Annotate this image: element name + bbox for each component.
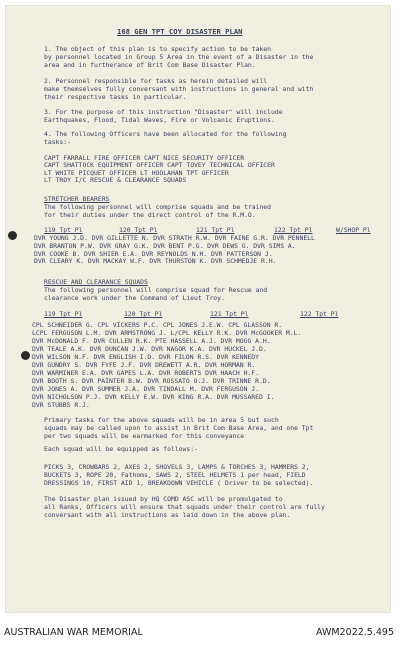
paragraph-line: all Ranks, Officers will ensure that squads under their control are fully bbox=[44, 503, 325, 512]
personnel-row: DVR COOKE B. DVR SHIER E.A. DVR REYNOLDS N.H. DVR PATTERSON J. bbox=[34, 249, 273, 258]
officer-row: CAPT FARRALL FIRE OFFICER CAPT NICE SECURITY OFFICER bbox=[44, 154, 245, 162]
paragraph-line: make themselves fully conversant with instructions in general and with bbox=[44, 85, 314, 94]
paragraph-line: 4. The following Officers have been allocated for the following bbox=[44, 130, 287, 138]
column-header: 119 Tpt Pl bbox=[44, 226, 83, 234]
paragraph-line: clearance work under the Command of Lieut Troy. bbox=[44, 293, 225, 302]
punch-hole-bottom bbox=[21, 351, 30, 360]
paragraph-line: 2. Personnel responsible for tasks as herein detailed will bbox=[44, 77, 268, 85]
source-credit: AUSTRALIAN WAR MEMORIAL bbox=[4, 627, 143, 638]
column-header: 119 Tpt Pl bbox=[44, 310, 83, 318]
paragraph-line: by personnel located in Group 5 Area in the event of a Disaster in the bbox=[44, 53, 314, 62]
personnel-row: DVR STUBBS R.J. bbox=[32, 401, 90, 409]
paragraph-line: squads may be called upon to assist in Brit Com Base Area, and one Tpt bbox=[44, 424, 314, 433]
personnel-row: DVR WILSON N.F. DVR ENGLISH I.D. DVR FILON R.S. DVR KENNEDY bbox=[32, 353, 260, 361]
paragraph-line: Primary tasks for the above squads will be in area 5 but such bbox=[44, 416, 279, 424]
personnel-row: LCPL FERGUSON L.M. DVR ARMSTRONG J. L/CPL KELLY R.K. DVR McGOOKER M.L. bbox=[32, 329, 302, 337]
paragraph-line: The following personnel will comprise squad for Rescue and bbox=[44, 286, 268, 294]
paragraph-line: 1. The object of this plan is to specify action to be taken bbox=[44, 45, 272, 53]
officer-row: LT WHITE PICQUET OFFICER LT HOOLAHAN TPT OFFICER bbox=[44, 168, 229, 177]
equipment-line: DRESSINGS 10, FIRST AID 1, BREAKDOWN VEHICLE ( Driver to be selected). bbox=[44, 479, 314, 488]
equipment-line: PICKS 3, CROWBARS 2, AXES 2, SHOVELS 3, LAMPS & TORCHES 3, HAMMERS 2, bbox=[44, 463, 310, 471]
paragraph-line: Earthquakes, Flood, Tidal Waves, Fire or Volcanic Eruptions. bbox=[44, 116, 275, 125]
personnel-row: DVR WARMINER E.A. DVR GAPES L.A. DVR ROBERTS DVR HAACH H.F. bbox=[32, 369, 260, 377]
personnel-row: DVR BOOTH S. DVR PAINTER B.W. DVR ROSSATO O.J. DVR TRINNE R.D. bbox=[32, 377, 271, 385]
paragraph-line: for their duties under the direct control of the R.M.O. bbox=[44, 210, 256, 219]
column-header: 120 Tpt Pl bbox=[124, 310, 163, 318]
paragraph-line: area and in furtherance of Brit Com Base Disaster Plan. bbox=[44, 61, 256, 70]
officer-row: CAPT SHATTOCK EQUIPMENT OFFICER CAPT TOVEY TECHNICAL OFFICER bbox=[44, 161, 275, 170]
column-header: 122 Tpt Pl bbox=[300, 310, 339, 318]
column-header: W/SHOP Pl bbox=[336, 226, 371, 234]
equipment-line: BUCKETS 3, ROPE 20, Fathoms, SAWS 2, STEEL HELMETS 1 per head, FIELD bbox=[44, 471, 306, 480]
column-header: 120 Tpt Pl bbox=[119, 226, 158, 234]
column-header: 122 Tpt Pl bbox=[274, 226, 313, 234]
personnel-row: DVR NICHOLSON P.J. DVR KELLY E.W. DVR KING R.A. DVR MUSSARED I. bbox=[32, 393, 275, 401]
personnel-row: DVR TEALE A.K. DVR DUNCAN J.W. DVR NAGOR K.A. DVR HUCKEL J.D. bbox=[32, 345, 267, 353]
punch-hole-top bbox=[8, 231, 17, 240]
personnel-row: DVR YOUNG J.D. DVR GILLETTE N. DVR STRATH R.W. DVR FAINE G.R. DVR PENNELL bbox=[34, 234, 315, 242]
paragraph-line: conversant with all instructions as laid down in the above plan. bbox=[44, 511, 291, 520]
personnel-row: DVR CLEARY K. DVR MACKAY W.F. DVR THURSTON K. DVR SCHMEDJE R.H. bbox=[34, 257, 277, 266]
personnel-row: DVR McDONALD F. DVR CULLEN R.K. PTE HASSELL A.J. DVR MOGG A.H. bbox=[32, 337, 271, 345]
section-heading-stretcher: STRETCHER BEARERS bbox=[44, 195, 110, 203]
paragraph-line: The following personnel will comprise squads and be trained bbox=[44, 203, 272, 211]
personnel-row: CPL SCHNEIDER G. CPL VICKERS P.C. CPL JONES J.E.W. CPL GLASSON R. bbox=[32, 321, 283, 329]
column-header: 121 Tpt Pl bbox=[196, 226, 235, 234]
column-header: 121 Tpt Pl bbox=[210, 310, 249, 318]
personnel-row: DVR BRANTON P.W. DVR GRAY G.K. DVR BENT P.G. DVR DEWS G. DVR SIMS A. bbox=[34, 241, 296, 250]
accession-number: AWM2022.5.495 bbox=[316, 627, 394, 638]
personnel-row: DVR GUNDRY S. DVR FYFE J.F. DVR DREWETT A.R. DVR HORMAN R. bbox=[32, 361, 256, 369]
paragraph-line: per two squads will be earmarked for this conveyance bbox=[44, 432, 245, 441]
paragraph-line: their respective tasks in particular. bbox=[44, 93, 187, 102]
section-heading-rescue: RESCUE AND CLEARANCE SQUADS bbox=[44, 278, 148, 286]
paragraph-line: The Disaster plan issued by HQ COMD ASC will be promulgated to bbox=[44, 495, 283, 503]
paragraph-line: Each squad will be equipped as follows:- bbox=[44, 445, 198, 453]
document-title: 168 GEN TPT COY DISASTER PLAN bbox=[117, 27, 243, 36]
paragraph-line: tasks:- bbox=[44, 138, 71, 147]
officer-row: LT TROY I/C RESCUE & CLEARANCE SQUADS bbox=[44, 176, 187, 185]
footer-bar bbox=[0, 617, 400, 653]
personnel-row: DVR JONES A. DVR SUMMER J.A. DVR TINDALL M. DVR FERGUSON J. bbox=[32, 385, 260, 393]
paragraph-line: 3. For the purpose of this instruction "Disaster" will include bbox=[44, 108, 283, 116]
